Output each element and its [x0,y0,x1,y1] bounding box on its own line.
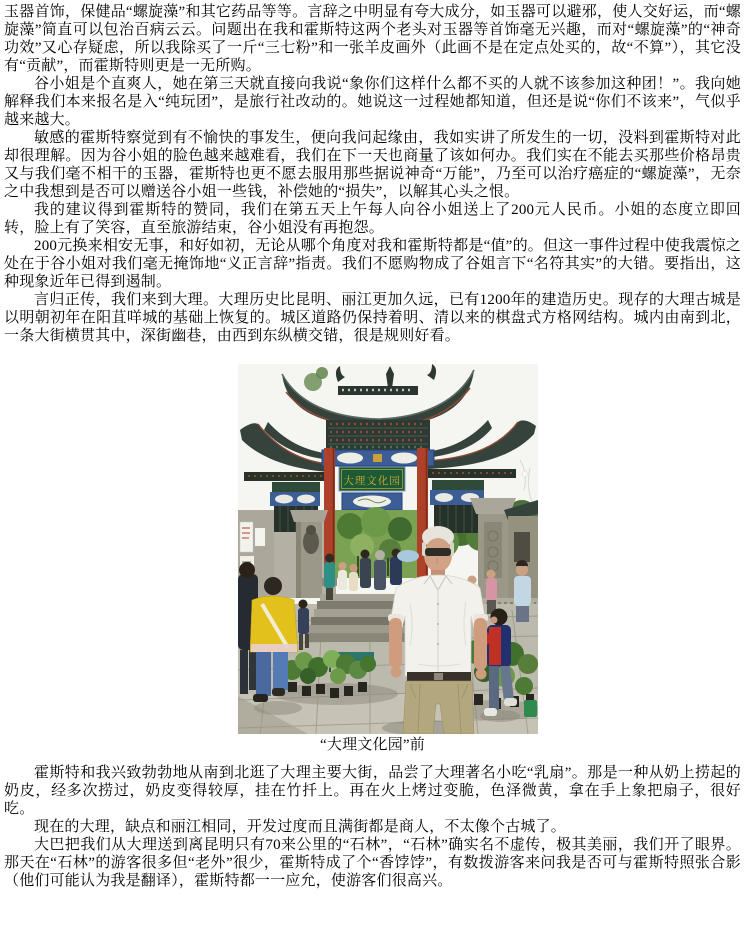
paragraph-horst-reaction: 敏感的霍斯特察觉到有不愉快的事发生，便向我问起缘由，我如实讲了所发生的一切，没料到霍斯特对此却很理解。因为谷小姐的脸色越来越难看，我们在下一天也商量了该如何办。我们实在不能去买那些价格昂贵又与我们毫不相干的玉器，霍斯特也更不愿去服用那些据说神奇“万能”，乃至可以治疗癌症的“螺旋藻”，无奈之中我想到是否可以赠送谷小姐一些钱，补偿她的“损失”，以解其心头之恨。 [4,130,741,200]
paragraph-rushan-snack: 霍斯特和我兴致勃勃地从南到北逛了大理主要大街，品尝了大理著名小吃“乳扇”。那是一种从奶上捞起的奶皮，经多次捞过，奶皮变得较厚，挂在竹扦上。再在火上烤过变脆，色泽微黄，拿在手上象把扇子，很好吃。 [4,765,741,817]
photo-dali-culture-park [238,364,538,734]
paragraph-dali-history: 言归正传，我们来到大理。大理历史比昆明、丽江更加久远，已有1200年的建造历史。现存的大理古城是以明朝初年在阳苴咩城的基础上恢复的。城区道路仍保持着明、清以来的棋盘式方格网结构。城内由南到北，一条大街横贯其中，深街幽巷，由西到东纵横交错，很是规则好看。 [4,292,741,344]
paragraph-miss-gu: 谷小姐是个直爽人，她在第三天就直接向我说“象你们这样什么都不买的人就不该参加这种团！”。我向她解释我们本来报名是入“纯玩团”，是旅行社改动的。她说这一过程她都知道，但还是说“你们不该来”，气似乎越来越大。 [4,76,741,128]
gate-plaque [339,467,405,491]
paragraph-jade-spirulina: 玉器首饰，保健品“螺旋藻”和其它药品等等。言辞之中明显有夸大成分，如玉器可以避邪，使人交好运，而“螺旋藻”简直可以包治百病云云。问题出在我和霍斯特这两个老头对玉器等首饰毫无兴趣，而对“螺旋藻”的“神奇功效”又心存疑虑，所以我除买了一斤“三七粉”和一张羊皮画外（此画不是在定点处买的，故“不算”），其它没有“贡献”，而霍斯特则更是一无所购。 [4,4,741,74]
photo-caption: “大理文化园”前 [320,737,425,753]
paragraph-stone-forest: 大巴把我们从大理送到离昆明只有70来公里的“石林”，“石林”确实名不虚传，极其美丽，我们开了眼界。那天在“石林”的游客很多但“老外”很少，霍斯特成了个“香饽饽”，有数拨游客来问我是否可与霍斯特照张合影（他们可能认为我是翻译），霍斯特都一一应允，使游客们很高兴。 [4,837,741,889]
paragraph-200yuan-worth: 200元换来相安无事，和好如初，无论从哪个角度对我和霍斯特都是“值”的。但这一事件过程中使我震惊之处在于谷小姐对我们毫无掩饰地“义正言辞”指责。我们不愿购物成了谷姐言下“名符其实”的大错。要指出，这种现象近年已得到遏制。 [4,238,741,290]
paragraph-dali-today: 现在的大理，缺点和丽江相同，开发过度而且满街都是商人，不太像个古城了。 [34,819,567,835]
paragraph-200yuan-gift: 我的建议得到霍斯特的赞同，我们在第五天上午每人向谷小姐送上了200元人民币。小姐的态度立即回转，脸上有了笑容，直至旅游结束，谷小姐没有再抱怨。 [4,202,741,236]
gate-plaque-text: 大理文化园 [343,476,401,487]
